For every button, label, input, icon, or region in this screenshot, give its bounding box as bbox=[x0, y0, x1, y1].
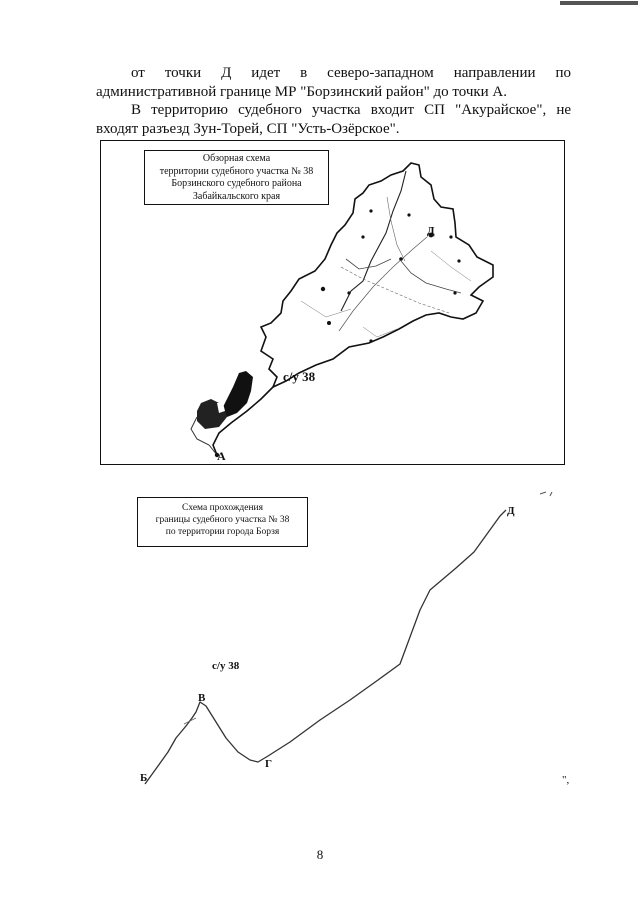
point-b-label: Б bbox=[140, 772, 148, 784]
boundary-line bbox=[145, 510, 506, 784]
legend-line: Схема прохождения bbox=[181, 503, 263, 513]
point-a-label: А bbox=[217, 449, 226, 463]
point-d-label-2: Д bbox=[507, 505, 515, 517]
town-legend bbox=[137, 497, 308, 547]
paragraph-territory: В территорию судебного участка входит СП "Акурайское", не входят разъезд Зун-Торей, СП "Усть-Озёрское". bbox=[96, 102, 571, 137]
paragraph-boundary-d-to-a: от точки Д идет в северо-западном направлении по административной границе МР "Борзинский район" до точки А. bbox=[96, 65, 571, 100]
point-d-label: Д bbox=[427, 225, 435, 237]
corner-mark bbox=[540, 492, 552, 496]
legend-line: границы судебного участка № 38 bbox=[155, 515, 290, 525]
legend-line: Забайкальского края bbox=[192, 190, 281, 202]
area-label: с/у 38 bbox=[283, 369, 316, 384]
legend-line: по территории города Борзя bbox=[165, 527, 280, 537]
corner-marks: ", bbox=[562, 774, 570, 786]
boundary-line-faint bbox=[184, 718, 196, 724]
area-label-2: с/у 38 bbox=[212, 660, 240, 672]
point-v-label: В bbox=[198, 692, 206, 704]
point-g-label: Г bbox=[265, 758, 272, 770]
page-number: 8 bbox=[316, 847, 324, 862]
legend-line: Борзинского судебного района bbox=[171, 178, 302, 189]
legend-line: территории судебного участка № 38 bbox=[159, 165, 314, 177]
legend-line: Обзорная схема bbox=[202, 153, 271, 164]
